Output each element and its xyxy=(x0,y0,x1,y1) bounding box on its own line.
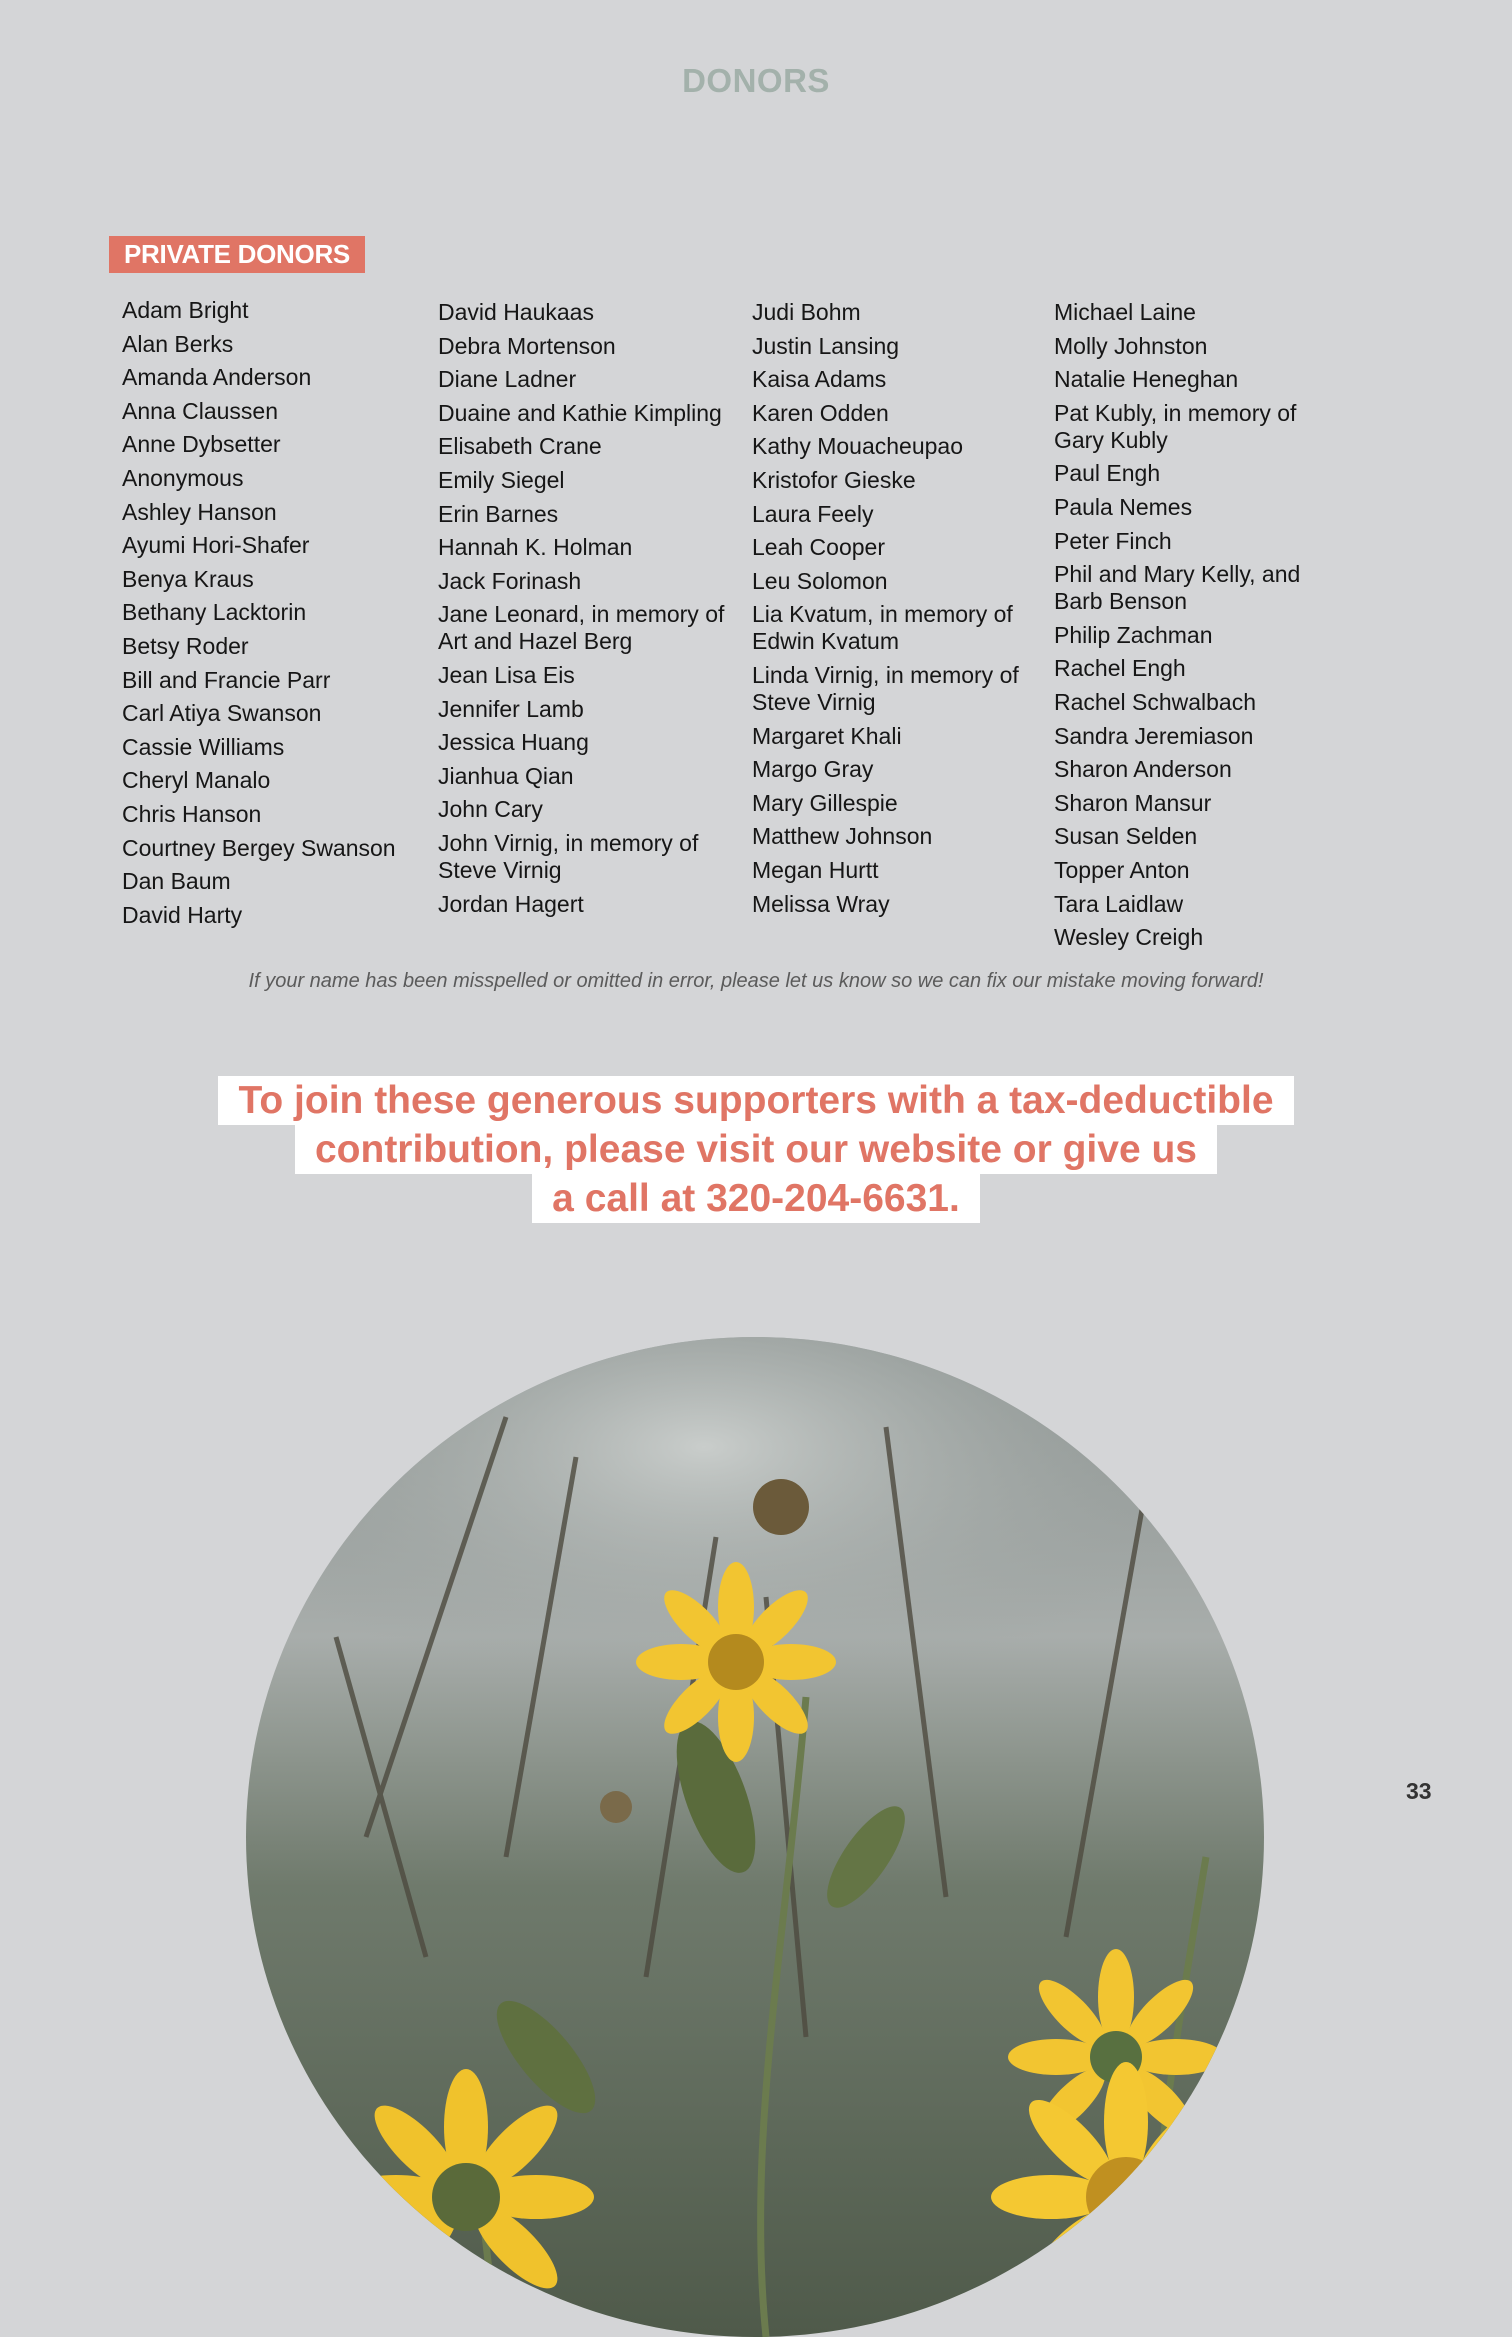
donor-name: Wesley Creigh xyxy=(1054,924,1204,951)
donor-name: Jordan Hagert xyxy=(438,890,584,917)
donor-name: Rachel Schwalbach xyxy=(1054,688,1257,715)
donor-name: Sharon Anderson xyxy=(1054,756,1232,783)
donor-name: Bethany Lacktorin xyxy=(122,599,307,626)
donor-name: Kristofor Gieske xyxy=(752,466,916,493)
donor-name: Anonymous xyxy=(122,464,244,491)
donor-name: Melissa Wray xyxy=(752,890,890,917)
donor-name: Alan Berks xyxy=(122,330,234,357)
donor-name: Cassie Williams xyxy=(122,733,285,760)
donor-name: Karen Odden xyxy=(752,399,889,426)
donor-name: Philip Zachman xyxy=(1054,621,1213,648)
donor-name: Topper Anton xyxy=(1054,856,1190,883)
donor-name: Jennifer Lamb xyxy=(438,695,584,722)
donor-name: Molly Johnston xyxy=(1054,332,1208,359)
donor-name: Duaine and Kathie Kimpling xyxy=(438,399,722,426)
donor-name: Paula Nemes xyxy=(1054,493,1193,520)
donor-name: Benya Kraus xyxy=(122,565,254,592)
donor-name: Sharon Mansur xyxy=(1054,789,1212,816)
donor-name: David Haukaas xyxy=(438,299,594,325)
donor-name: Pat Kubly, in memory of Gary Kubly xyxy=(1054,399,1297,453)
donor-name: Margaret Khali xyxy=(752,722,902,749)
cta-line: a call at 320-204-6631. xyxy=(532,1174,980,1223)
donor-name: Mary Gillespie xyxy=(752,789,898,816)
donor-name: Sandra Jeremiason xyxy=(1054,722,1254,749)
donor-name: Rachel Engh xyxy=(1054,655,1186,682)
disclaimer-note: If your name has been misspelled or omitted in error, please let us know so we can fix our mistake moving forward! xyxy=(248,970,1264,992)
donor-column-2 xyxy=(438,299,748,924)
donor-name: Anne Dybsetter xyxy=(122,431,281,458)
donor-name: Adam Bright xyxy=(122,297,249,323)
donor-name: Emily Siegel xyxy=(438,466,565,493)
donor-name: Judi Bohm xyxy=(752,299,861,325)
donor-name: Phil and Mary Kelly, and Barb Benson xyxy=(1054,561,1301,615)
donor-name: Linda Virnig, in memory of Steve Virnig xyxy=(752,661,1019,715)
donor-name: Ashley Hanson xyxy=(122,498,277,525)
donor-name: Kaisa Adams xyxy=(752,366,887,393)
donor-name: John Virnig, in memory of Steve Virnig xyxy=(438,829,699,883)
donor-name: Jianhua Qian xyxy=(438,762,574,789)
donor-name: Natalie Heneghan xyxy=(1054,366,1239,393)
flower-photo xyxy=(246,1337,1264,2337)
donor-column-3 xyxy=(752,299,1052,924)
section-header-private-donors: PRIVATE DONORS xyxy=(109,236,365,273)
donor-name: Bill and Francie Parr xyxy=(122,666,331,693)
donor-name: Margo Gray xyxy=(752,756,874,783)
donor-name: Jack Forinash xyxy=(438,567,582,594)
donor-name: Jean Lisa Eis xyxy=(438,661,575,688)
donor-name: John Cary xyxy=(438,796,543,823)
donor-column-1 xyxy=(122,297,422,935)
donor-name: Amanda Anderson xyxy=(122,364,312,391)
donor-name: Erin Barnes xyxy=(438,500,559,527)
donor-name: Laura Feely xyxy=(752,500,874,527)
donor-name: Diane Ladner xyxy=(438,366,577,393)
call-to-action xyxy=(0,1076,1512,1223)
donor-name: Jessica Huang xyxy=(438,729,589,756)
donor-name: Justin Lansing xyxy=(752,332,900,359)
donor-name: Hannah K. Holman xyxy=(438,534,633,561)
page-number: 33 xyxy=(1406,1778,1432,1804)
donor-name: Lia Kvatum, in memory of Edwin Kvatum xyxy=(752,601,1013,655)
donor-name: Tara Laidlaw xyxy=(1054,890,1184,917)
page-title: DONORS xyxy=(682,62,830,99)
donor-name: Paul Engh xyxy=(1054,460,1161,487)
donor-name: Betsy Roder xyxy=(122,632,249,659)
donor-name: Megan Hurtt xyxy=(752,856,879,883)
donor-name: Peter Finch xyxy=(1054,527,1172,554)
donor-name: Kathy Mouacheupao xyxy=(752,433,963,460)
cta-line: To join these generous supporters with a tax-deductible xyxy=(218,1076,1293,1125)
donor-name: Leah Cooper xyxy=(752,534,885,561)
donor-name: David Harty xyxy=(122,901,243,928)
donor-name: Anna Claussen xyxy=(122,397,278,424)
cta-line: contribution, please visit our website or give us xyxy=(295,1125,1217,1174)
donor-name: Jane Leonard, in memory of Art and Hazel Berg xyxy=(438,601,725,655)
donor-name: Dan Baum xyxy=(122,868,231,895)
donor-name: Debra Mortenson xyxy=(438,332,616,359)
donor-name: Cheryl Manalo xyxy=(122,767,271,794)
donor-name: Ayumi Hori-Shafer xyxy=(122,532,310,559)
donor-name: Matthew Johnson xyxy=(752,823,933,850)
donor-name: Chris Hanson xyxy=(122,800,262,827)
donor-name: Susan Selden xyxy=(1054,823,1198,850)
donor-column-4 xyxy=(1054,299,1344,958)
donor-name: Elisabeth Crane xyxy=(438,433,602,460)
donor-name: Carl Atiya Swanson xyxy=(122,700,322,727)
donor-name: Leu Solomon xyxy=(752,567,888,594)
donor-name: Courtney Bergey Swanson xyxy=(122,834,396,861)
donor-name: Michael Laine xyxy=(1054,299,1196,325)
